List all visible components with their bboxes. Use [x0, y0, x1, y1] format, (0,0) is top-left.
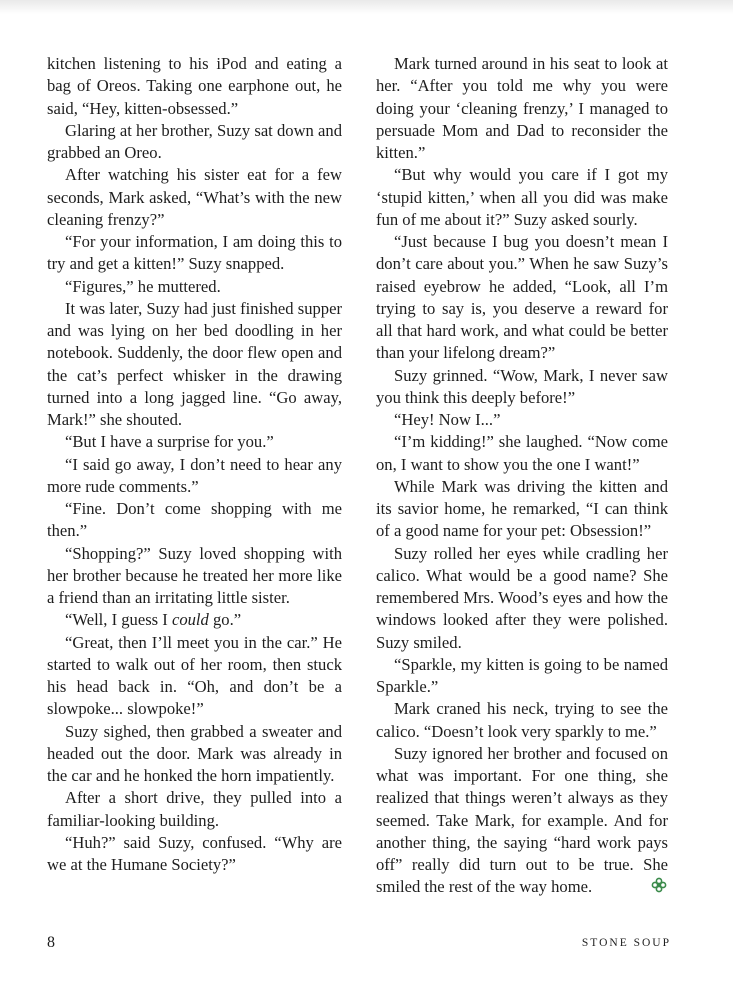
page-number: 8: [47, 934, 55, 951]
paragraph: “Figures,” he muttered.: [65, 276, 221, 296]
paragraph: “Great, then I’ll meet you in the car.” He started to walk out of her room, then stuck his head back in. “Oh, and don’t be a slowpoke... slowpoke!”: [47, 632, 342, 719]
emphasized-word: could: [171, 610, 209, 630]
paragraph: “But why would you care if I got my ‘stupid kitten,’ when all you did was make fun of me about it?” Suzy asked sourly.: [376, 165, 668, 229]
paragraph: [47, 609, 342, 631]
page-top-edge: [0, 0, 733, 14]
paragraph: “Just because I bug you doesn’t mean I don’t care about you.” When he saw Suzy’s raised eyebrow he added, “Look, all I’m trying to say is, you deserve a reward for all that hard work, and what could be better than your lifelong dream?”: [376, 232, 668, 363]
paragraph: kitchen listening to his iPod and eating a bag of Oreos. Taking one earphone out, he said, “Hey, kitten-obsessed.”: [47, 54, 342, 118]
paragraph: “I’m kidding!” she laughed. “Now come on, I want to show you the one I want!”: [376, 432, 668, 474]
paragraph: “Sparkle, my kitten is going to be named Sparkle.”: [376, 654, 668, 696]
paragraph: “I said go away, I don’t need to hear any more rude comments.”: [47, 454, 342, 496]
paragraph: Suzy grinned. “Wow, Mark, I never saw you think this deeply before!”: [376, 365, 668, 407]
right-text-column: [376, 53, 668, 899]
paragraph: It was later, Suzy had just finished supper and was lying on her bed doodling in her notebook. Suddenly, the door flew open and the cat’s perfect whisker in the drawing turned into a long jagged line. “Go away, Mark!” she shouted.: [47, 298, 342, 429]
left-text-column: [47, 53, 342, 876]
paragraph: Suzy ignored her brother and focused on what was important. For one thing, she realized that things weren’t always as they seemed. Take Mark, for example. And for another thing, the saying “hard work pays off” really did turn out to be true. She smiled the rest of the way home.: [376, 743, 668, 897]
paragraph: Mark craned his neck, trying to see the calico. “Doesn’t look very sparkly to me.”: [376, 699, 668, 741]
paragraph: “For your information, I am doing this to try and get a kitten!” Suzy snapped.: [47, 232, 342, 274]
paragraph: Mark turned around in his seat to look at her. “After you told me why you were doing your ‘cleaning frenzy,’ I managed to persuade Mom and Dad to reconsider the kitten.”: [376, 54, 668, 162]
paragraph: “But I have a surprise for you.”: [65, 432, 274, 452]
paragraph: While Mark was driving the kitten and its savior home, he remarked, “I can think of a good name for your pet: Obsession!”: [376, 476, 668, 541]
paragraph: Suzy rolled her eyes while cradling her calico. What would be a good name? She remembered Mrs. Wood’s eyes and how the windows looked after they were polished. Suzy smiled.: [376, 543, 668, 652]
paragraph: Suzy sighed, then grabbed a sweater and headed out the door. Mark was already in the car and he honked the horn impatiently.: [47, 721, 342, 785]
paragraph: “Hey! Now I...”: [394, 410, 501, 429]
paragraph-text: “Well, I guess I: [65, 610, 172, 630]
paragraph: After watching his sister eat for a few seconds, Mark asked, “What’s with the new cleaning frenzy?”: [47, 165, 342, 229]
paragraph: “Shopping?” Suzy loved shopping with her brother because he treated her more like a friend than an irritating little sister.: [47, 543, 342, 607]
paragraph: Glaring at her brother, Suzy sat down and grabbed an Oreo.: [47, 120, 342, 162]
magazine-name: STONE SOUP: [581, 937, 671, 949]
paragraph: “Huh?” said Suzy, confused. “Why are we at the Humane Society?”: [47, 832, 342, 874]
paragraph: After a short drive, they pulled into a familiar-looking building.: [47, 788, 342, 830]
paragraph: “Fine. Don’t come shopping with me then.”: [47, 499, 342, 541]
paragraph-text: go.”: [208, 610, 242, 630]
end-ornament-icon: [651, 877, 667, 893]
